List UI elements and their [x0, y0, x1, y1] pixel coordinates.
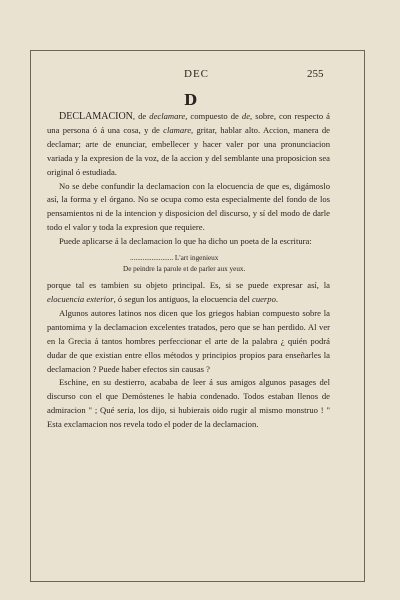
entry-term: DECLAMACION: [59, 111, 133, 122]
p1-text: , de: [132, 111, 150, 121]
p4-italic: cuerpo: [252, 293, 276, 304]
quote-line: De peindre la parole et de parler aux yeux.: [123, 265, 246, 274]
paragraph-3: Puede aplicarse á la declamacion lo que ha dicho un poeta de la escritura:: [59, 236, 312, 247]
p1-italic: clamare: [163, 124, 192, 135]
running-header: [0, 68, 400, 82]
paragraph-1: [47, 110, 330, 180]
header-word: DEC: [184, 68, 209, 80]
paragraph-2: No se debe confundir la declamacion con la elocuencia de que es, digámoslo así, la forma y el órgano. No se ocupa como esta especialmente del fondo de los pensamientos ni de la intencion y disposicion del discurso, y sí del modo de darle todo el valor y toda la expresion que requiere.: [47, 180, 330, 233]
p4-text: porque tal es tambien su objeto principal. Es, si se puede expresar así, la: [47, 280, 330, 291]
p1-italic: de: [241, 111, 251, 121]
entry-body: [47, 110, 330, 432]
p4-italic: elocuencia exterior: [47, 293, 114, 304]
p4-text: .: [275, 293, 279, 304]
quote-line: ........................ L'art ingenieux: [130, 254, 219, 263]
p1-italic: declamare: [149, 111, 186, 121]
verse-quote: [47, 253, 330, 275]
paragraph-6: Eschine, en su destierro, acababa de leer á sus amigos algunos pasages del discurso con el que Demóstenes le habia condenado. Todos estaban llenos de admiracion " ; Qué seria, los dijo, si hubierais oido rugir al mismo monstruo ! " Esta exclamacion nos revela todo el poder de la declamacion.: [47, 377, 330, 430]
p1-text: , sobre, con respecto á una persona ó á una cosa, y de: [47, 111, 330, 135]
section-letter: D: [184, 91, 198, 109]
p4-text: , ó segun los antiguos, la elocuencia del: [113, 293, 252, 304]
paragraph-4: [47, 279, 330, 307]
p1-text: , compuesto de: [185, 111, 242, 121]
page-number: 255: [307, 68, 324, 80]
p1-text: , gritar, hablar alto. Accion, manera de declamar; arte de enunciar, embellecer y hacer valer por una pronunciacion variada y la expresion de la voz, de la accion y del semblante una proposicion sea original ó estudiada.: [47, 124, 330, 177]
paragraph-5: Algunos autores latinos nos dicen que los griegos habian compuesto sobre la pantomima y la declamacion excelentes tratados, pero que se han perdido. Al ver en la Grecia á tantos hombres perfeccionar el arte de la palabra ¿ quién podrá dudar de que existian entre ellos métodos y principios propios para enseñarles la declamacion ? Puede haber efectos sin causas ?: [47, 307, 330, 374]
